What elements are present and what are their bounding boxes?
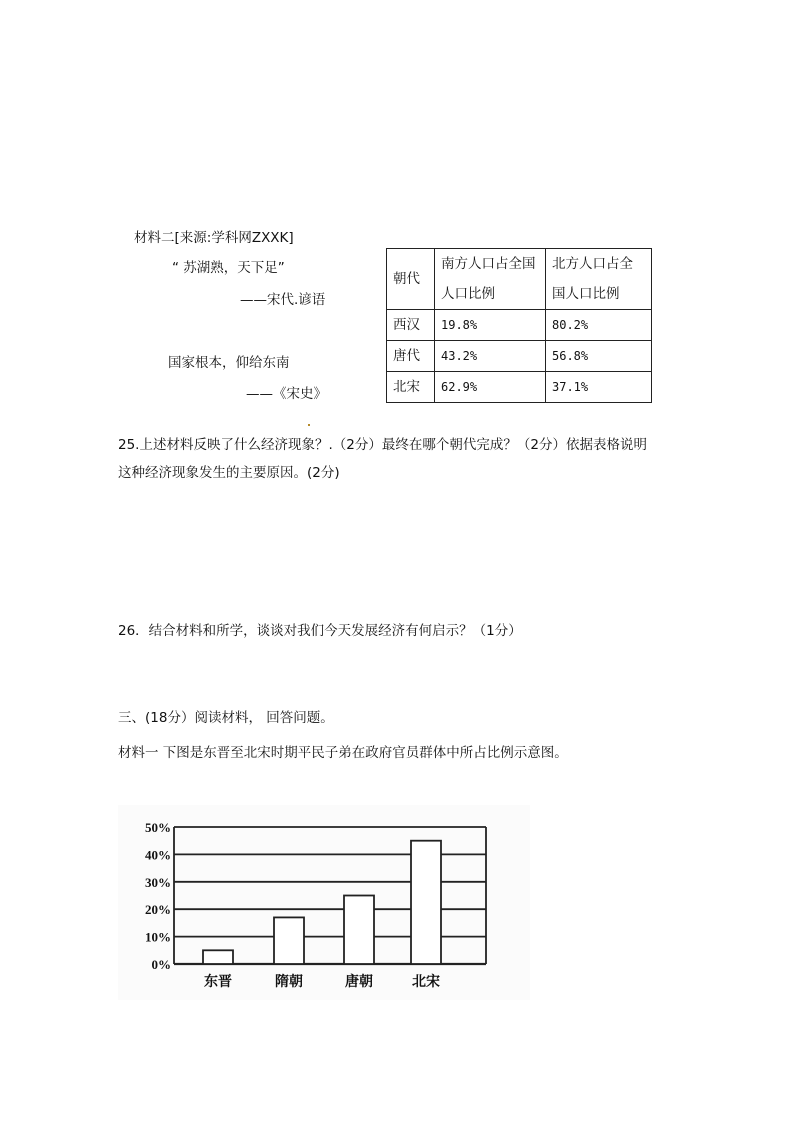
x-tick-label: 唐朝 (345, 974, 373, 990)
bar (411, 841, 441, 964)
table-header-row (387, 249, 652, 310)
cell-north: 37.1% (546, 372, 652, 403)
y-tick-label: 20% (145, 902, 171, 918)
cell-dynasty: 唐代 (387, 341, 435, 372)
cell-dynasty: 北宋 (387, 372, 435, 403)
bar (203, 950, 233, 964)
bar (344, 896, 374, 965)
question-26: 26．结合材料和所学，谈谈对我们今天发展经济有何启示？（1分） (118, 623, 522, 639)
table-row (387, 341, 652, 372)
x-tick-label: 北宋 (412, 974, 440, 990)
quote-suhu: “ 苏湖熟，天下足” (172, 260, 285, 276)
x-tick-label: 东晋 (204, 974, 232, 990)
cell-south: 19.8% (435, 310, 546, 341)
population-table (386, 248, 652, 403)
cell-south: 62.9% (435, 372, 546, 403)
header-dynasty: 朝代 (387, 249, 435, 310)
y-tick-label: 30% (145, 874, 171, 890)
x-tick-label: 隋朝 (275, 974, 303, 990)
y-tick-label: 10% (145, 929, 171, 945)
table-row (387, 372, 652, 403)
section3-material1: 材料一 下图是东晋至北宋时期平民子弟在政府官员群体中所占比例示意图。 (118, 745, 568, 761)
question-25-line1: 25.上述材料反映了什么经济现象？.（2分）最终在哪个朝代完成？（2分）依据表格说明 (118, 437, 647, 453)
bar (274, 917, 304, 964)
quote-songshi-source: ——《宋史》 (246, 386, 327, 402)
chart-svg (118, 805, 530, 1000)
quote-suhu-source: ——宋代.谚语 (240, 292, 326, 308)
table-row (387, 310, 652, 341)
cell-north: 56.8% (546, 341, 652, 372)
stray-dot (308, 424, 310, 426)
cell-north: 80.2% (546, 310, 652, 341)
y-tick-label: 40% (145, 847, 171, 863)
material2-heading: 材料二[来源:学科网ZXXK] (134, 230, 294, 246)
header-north: 北方人口占全国人口比例 (546, 249, 652, 310)
question-25-line2: 这种经济现象发生的主要原因。(2分) (118, 465, 340, 481)
cell-south: 43.2% (435, 341, 546, 372)
header-south: 南方人口占全国人口比例 (435, 249, 546, 310)
y-tick-label: 50% (145, 820, 171, 835)
quote-songshi: 国家根本，仰给东南 (168, 355, 290, 371)
cell-dynasty: 西汉 (387, 310, 435, 341)
official-ratio-chart (118, 805, 530, 1000)
y-tick-label: 0% (151, 957, 171, 972)
section3-heading: 三、(18分）阅读材料， 回答问题。 (118, 710, 334, 726)
